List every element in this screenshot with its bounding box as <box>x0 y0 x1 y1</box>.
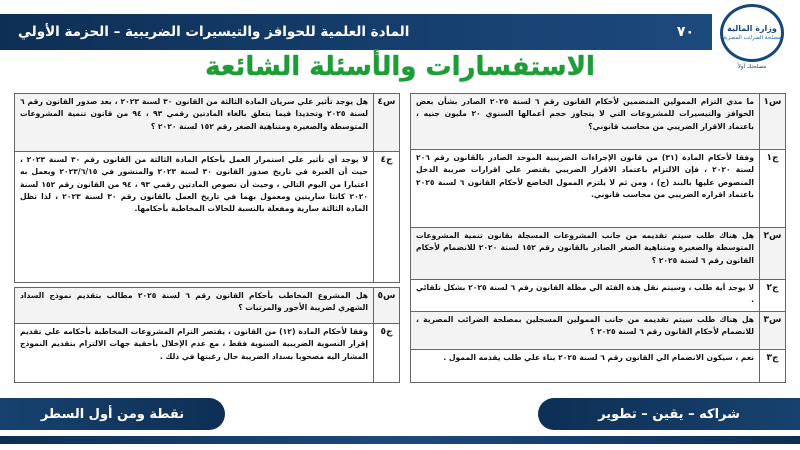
header-band <box>0 14 712 50</box>
header-title: المادة العلمية للحوافز والتيسيرات الضريبية – الحزمة الأولي <box>18 24 410 40</box>
logo-ministry-text: وزارة المالية <box>727 24 777 34</box>
faq-row <box>411 350 785 382</box>
faq-text: وفقا لأحكام المادة (٣١) من قانون الإجراءات الضريبية الموحد الصادر بالقانون رقم ٢٠٦ لسنة ٢٠٢٠ ، فإن الالتزام باعتماد الاقرار الضريبي يقتصر علي اقرارات ضريبة الدخل المنصوص عليها بالبند (ج) ، ومن ثم لا يلتزم الممول الخاضع لأحكام القانون ٦ لسنة ٢٠٢٥ باعتماد اقراره الضريبي من محاسب قانوني. <box>416 153 754 199</box>
faq-label: ج٤ <box>373 152 399 282</box>
faq-label: ج٢ <box>759 280 785 311</box>
faq-row <box>411 228 785 280</box>
faq-text: ما مدي التزام الممولين المنضمين لأحكام القانون رقم ٦ لسنة ٢٠٢٥ الصادر بشأن بعض الحوافز والتيسيرات للمشروعات التي لا يتجاوز حجم أعمالها السنوي ٢٠ مليون جنيه ، باعتماد الاقرار الضريبي من محاسب قانوني؟ <box>416 97 754 131</box>
faq-row <box>15 288 399 324</box>
faq-row <box>15 94 399 152</box>
faq-text: لا يوجد أي تأثير علي استمرار العمل بأحكام المادة الثالثة من القانون رقم ٣٠ لسنة ٢٠٢٣ ، حيث أن العبرة في تاريخ صدور القانون ٣٠ لسنة ٢٠٢٣ والمنشور في ٢٠٢٣/٦/١٥ ويعمل به اعتبارا من اليوم التالي ، وحيث أن نصوص المادتين رقمي ٩٣ ، ٩٤ من القانون رقم ١٥٢ لسنة ٢٠٢٠ كانتا ساريتين ومعمول بهما في تاريخ العمل بالقانون رقم ٣٠ لسنة ٢٠٢٣ ، لذا تظل المادة الثالثة سارية ومفعلة بالنسبة للحالات المخاطبة بأحكامها. <box>20 155 369 214</box>
faq-row <box>15 324 399 382</box>
faq-row <box>411 280 785 312</box>
faq-row <box>15 152 399 282</box>
faq-text: وفقا لأحكام المادة (١٢) من القانون ، يقتصر التزام المشروعات المخاطبة بأحكامه علي تقديم إقرار التسوية الضريبية السنوية فقط ، مع عدم الإخلال بأحقية جهات الالتزام بتقديم النموذج المشار اليه مصحوبا بسداد الضريبة حال رغبتها في ذلك . <box>20 327 368 361</box>
faq-panel-right <box>410 93 786 383</box>
faq-panel-left-top <box>14 93 400 283</box>
footer-band <box>0 436 800 444</box>
logo-authority-text: مصلحة الضرائب المصرية <box>723 34 781 41</box>
faq-label: ج١ <box>759 150 785 227</box>
faq-row <box>411 150 785 228</box>
footer-slogan-right: شراكه – يقين – تطوير <box>538 398 800 430</box>
faq-text: هل هناك طلب سيتم تقديمه من جانب الممولين المسجلين بمصلحة الضرائب المصرية ، للانضمام لأحكام القانون رقم ٦ لسنة ٢٠٢٥ ؟ <box>416 315 754 337</box>
faq-text: لا يوجد أية طلب ، وسيتم نقل هذة الفئة الي مظلة القانون رقم ٦ لسنة ٢٠٢٥ بشكل تلقائي . <box>416 283 754 305</box>
faq-label: ج٣ <box>759 350 785 382</box>
page-heading: الاستفسارات والأسئلة الشائعة <box>205 52 595 82</box>
faq-text: هل المشروع المخاطب بأحكام القانون رقم ٦ لسنة ٢٠٢٥ مطالب بتقديم نموذج السداد الشهري لضريبة الأجور والمرتبات ؟ <box>20 291 369 313</box>
footer-slogan-left: نقطة ومن أول السطر <box>0 398 225 430</box>
faq-label: س٢ <box>759 228 785 279</box>
faq-text: هل يوجد تأثير علي سريان المادة الثالثة من القانون ٣٠ لسنة ٢٠٢٣ ، بعد صدور القانون رقم ٦ لسنة ٢٠٢٥ وتحديدا فيما يتعلق بالغاء المادتين رقمي ٩٣ ، ٩٤ من قانون تنمية المشروعات المتوسطة والصغيرة ومتناهية الصغر رقم ١٥٢ لسنة ٢٠٢٠ ؟ <box>20 97 368 131</box>
faq-text: نعم ، سيكون الانضمام الي القانون رقم ٦ لسنة ٢٠٢٥ بناء علي طلب يقدمه الممول . <box>443 353 754 362</box>
faq-label: س٣ <box>759 312 785 349</box>
logo-slogan: مصلحتك أولاً <box>737 64 767 70</box>
faq-label: س٥ <box>373 288 399 323</box>
faq-label: س٤ <box>373 94 399 151</box>
page-number: ٧٠ <box>676 24 694 40</box>
faq-panel-left-bottom <box>14 287 400 383</box>
faq-label: س١ <box>759 94 785 149</box>
faq-row <box>411 312 785 350</box>
faq-row <box>411 94 785 150</box>
faq-label: ج٥ <box>373 324 399 382</box>
faq-text: هل هناك طلب سيتم تقديمه من جانب المشروعات المسجلة بقانون تنمية المشروعات المتوسطة والصغيرة ومتناهية الصغر الصادر بالقانون رقم ١٥٢ لسنة ٢٠٢٠ للانضمام لأحكام القانون رقم ٦ لسنة ٢٠٢٥ ؟ <box>416 231 754 265</box>
